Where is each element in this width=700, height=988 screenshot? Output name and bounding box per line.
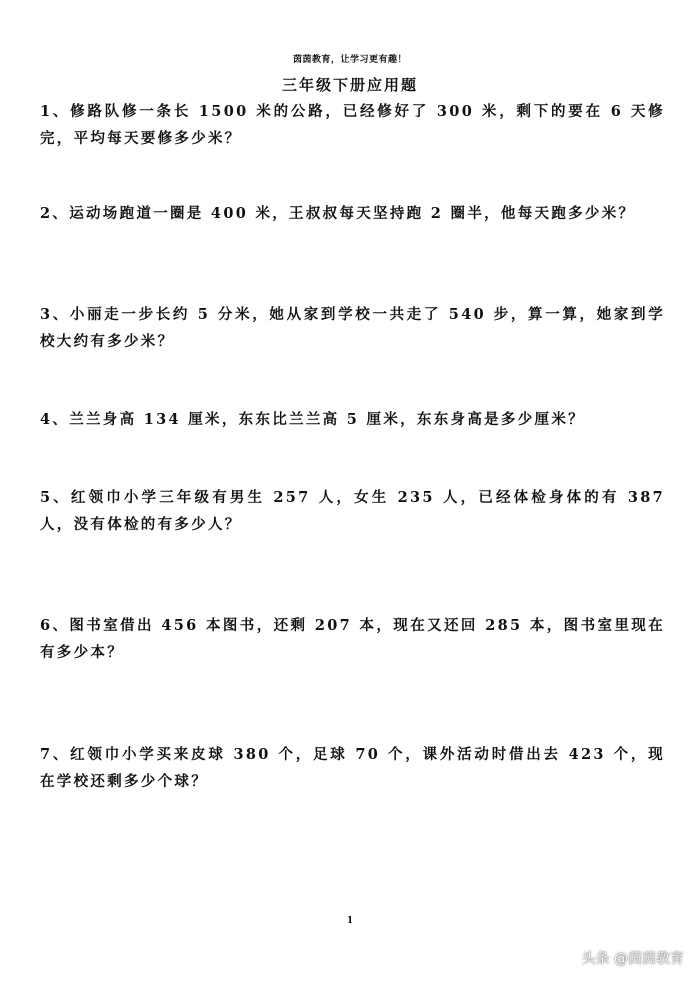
question-6: 6、图书室借出 456 本图书，还剩 207 本，现在又还回 285 本，图书室里现在有多少本？ bbox=[40, 617, 665, 661]
question-1: 1、修路队修一条长 1500 米的公路，已经修好了 300 米，剩下的要在 6 天修完，平均每天要修多少米？ bbox=[40, 103, 665, 147]
question-2: 2、运动场跑道一圈是 400 米，王叔叔每天坚持跑 2 圈半，他每天跑多少米？ bbox=[40, 205, 636, 222]
page-number: 1 bbox=[346, 916, 354, 926]
page-title: 三年级下册应用题 bbox=[281, 76, 418, 94]
question-7: 7、红领巾小学买来皮球 380 个，足球 70 个，课外活动时借出去 423 个，现在学校还剩多少个球？ bbox=[40, 746, 665, 790]
watermark bbox=[582, 948, 684, 968]
question-4: 4、兰兰身高 134 厘米，东东比兰兰高 5 厘米，东东身高是多少厘米？ bbox=[40, 411, 585, 428]
question-3: 3、小丽走一步长约 5 分米，她从家到学校一共走了 540 步，算一算，她家到学校大约有多少米？ bbox=[40, 306, 665, 350]
watermark-text: 头条 @茵茵教育 bbox=[581, 951, 684, 967]
question-5: 5、红领巾小学三年级有男生 257 人，女生 235 人，已经体检身体的有 387 人，没有体检的有多少人？ bbox=[40, 489, 665, 533]
header-slogan: 茵茵教育，让学习更有趣！ bbox=[292, 55, 407, 65]
